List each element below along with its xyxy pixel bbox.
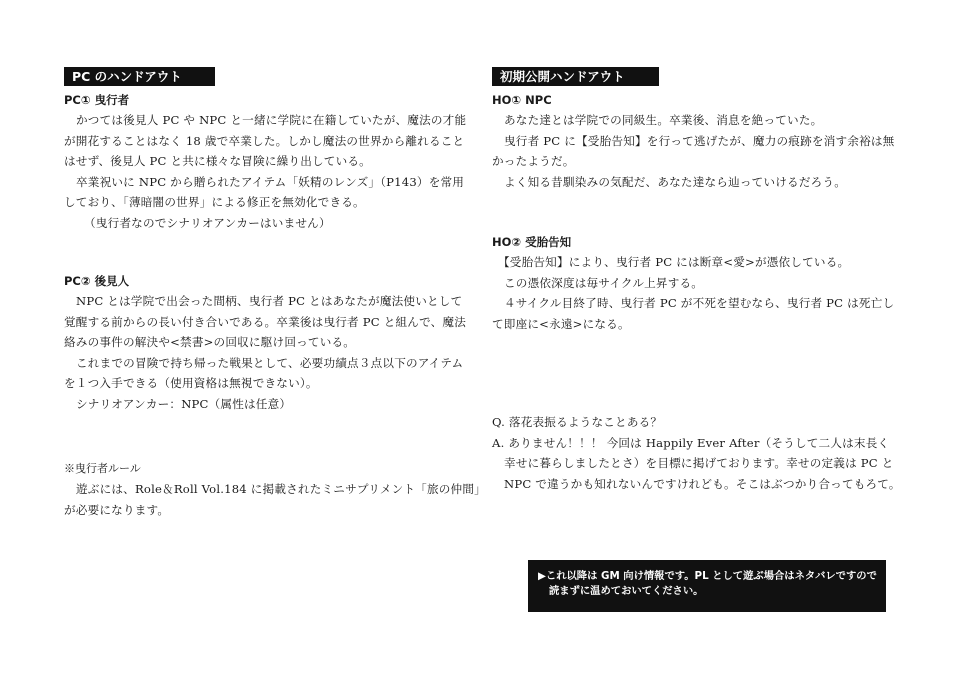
ho1-line-3: かったようだ。 <box>492 154 575 168</box>
rule-line-2: が必要になります。 <box>64 502 170 517</box>
pc1-line-2: が開花することはなく 18 歳で卒業した。しかし魔法の世界から離れること <box>64 133 465 148</box>
pc2-line-1: NPC とは学院で出会った間柄、曳行者 PC とはあなたが魔法使いとして <box>76 294 463 308</box>
ho2-title: HO② 受胎告知 <box>492 235 572 249</box>
gm-spoiler-notice <box>528 560 886 612</box>
ho1-line-2: 曳行者 PC に【受胎告知】を行って逃げたが、魔力の痕跡を消す余裕は無 <box>504 133 895 148</box>
pc1-title: PC① 曳行者 <box>64 93 130 107</box>
qa-answer-line-1: A. ありません！！！ 今回は Happily Ever After（そうして二人は末長く <box>492 435 890 450</box>
pc1-line-1: かつては後見人 PC や NPC と一緒に学院に在籍していたが、魔法の才能 <box>76 113 467 127</box>
ho1-line-4: よく知る昔馴染みの気配だ、あなた達なら辿っていけるだろう。 <box>504 174 847 189</box>
pc1-line-6: （曳行者なのでシナリオアンカーはいません） <box>84 215 331 230</box>
rule-title: ※曳行者ルール <box>64 462 141 475</box>
initial-handout-banner: 初期公開ハンドアウト <box>492 67 659 86</box>
right-column <box>492 66 900 494</box>
pc2-line-4: これまでの冒険で持ち帰った戦果として、必要功績点３点以下のアイテム <box>76 355 464 370</box>
pc1-line-3: はせず、後見人 PC と共に様々な冒険に繰り出している。 <box>64 154 371 168</box>
pc1-line-4: 卒業祝いに NPC から贈られたアイテム「妖精のレンズ」（P143）を常用 <box>76 174 465 189</box>
notice-line-1: ▶これ以降は GM 向け情報です。PL として遊ぶ場合はネタバレですので <box>538 570 877 582</box>
pc2-line-2: 覚醒する前からの長い付き合いである。卒業後は曳行者 PC と組んで、魔法 <box>64 314 467 329</box>
left-column <box>64 66 486 520</box>
notice-line-2: 読まずに温めておいてください。 <box>549 585 704 597</box>
qa-answer-line-3: NPC で違うかも知れないんですけれども。そこはぶつかり合ってもろて。 <box>504 476 901 491</box>
ho2-line-4: て即座に<永遠>になる。 <box>492 316 630 331</box>
pc-handout-banner: PC のハンドアウト <box>64 67 215 86</box>
rule-line-1: 遊ぶには、Role＆Roll Vol.184 に掲載されたミニサプリメント「旅の仲間」 <box>76 482 486 496</box>
ho1-line-1: あなた達とは学院での同級生。卒業後、消息を絶っていた。 <box>504 113 823 127</box>
pc2-line-6: シナリオアンカー：NPC（属性は任意） <box>76 396 292 411</box>
pc2-title: PC② 後見人 <box>64 274 130 288</box>
qa-answer-line-2: 幸せに暮らしましたとさ）を目標に掲げております。幸せの定義は PC と <box>504 456 894 470</box>
ho1-title: HO① NPC <box>492 93 552 107</box>
ho2-line-2: この憑依深度は毎サイクル上昇する。 <box>504 275 704 290</box>
qa-question: Q. 落花表振るようなことある？ <box>492 415 663 429</box>
pc1-line-5: しており、「薄暗闇の世界」による修正を無効化できる。 <box>64 195 365 209</box>
pc2-line-3: 絡みの事件の解決や<禁書>の回収に駆け回っている。 <box>64 335 356 349</box>
ho2-line-1: 【受胎告知】により、曳行者 PC には断章<愛>が憑依している。 <box>498 255 850 269</box>
pc2-line-5: を１つ入手できる（使用資格は無視できない）。 <box>64 376 318 390</box>
ho2-line-3: ４サイクル目終了時、曳行者 PC が不死を望むなら、曳行者 PC は死亡し <box>504 296 895 310</box>
